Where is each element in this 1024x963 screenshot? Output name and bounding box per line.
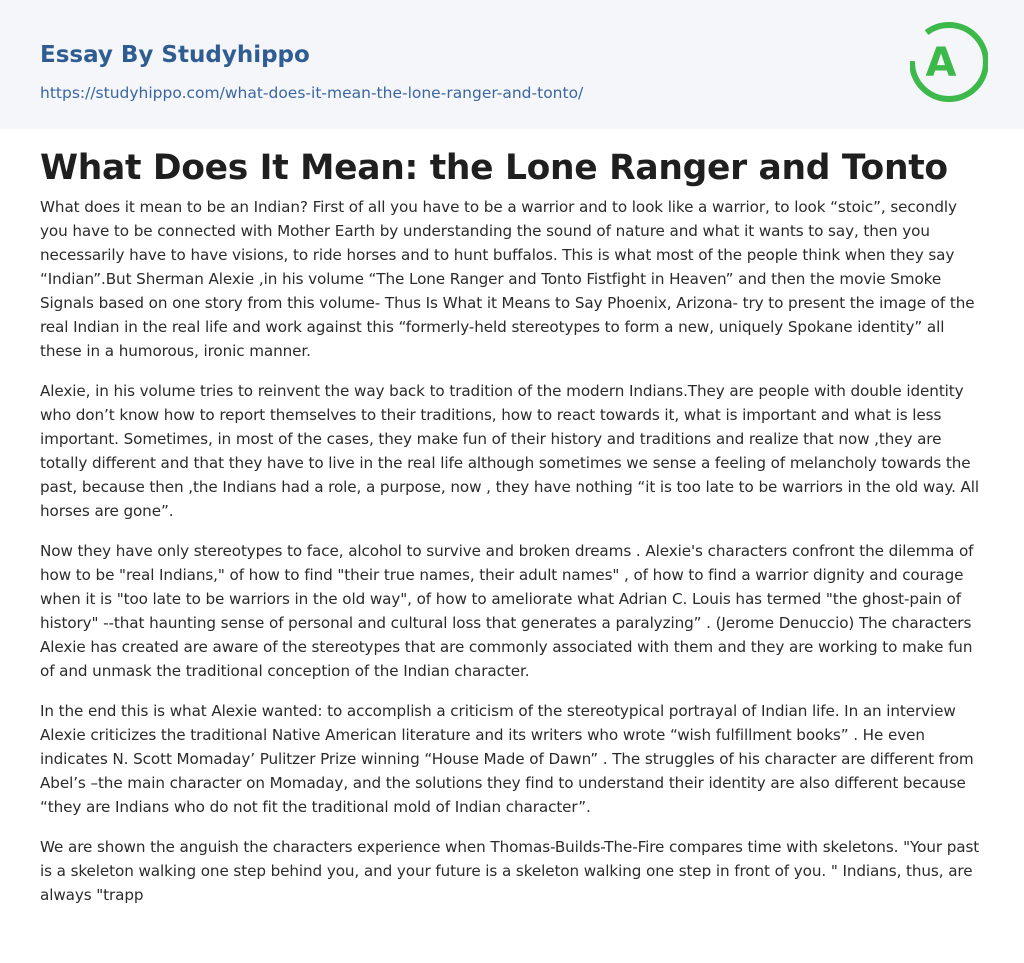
article-paragraph: We are shown the anguish the characters experience when Thomas-Builds-The-Fire compares time with skeletons. "Your past is a skeleton walking one step behind you, and your future is a skeleton walking one step in front of you. " Indians, thus, are always "trapp [40, 838, 980, 904]
brand-title[interactable]: Essay By Studyhippo [40, 42, 310, 68]
article-paragraph: Alexie, in his volume tries to reinvent the way back to tradition of the modern Indians.They are people with double identity who don’t know how to report themselves to their traditions, how to react towards it, what is important and what is less important. Sometimes, in most of the cases, they make fun of their history and traditions and realize that now ,they are totally different and that they have to live in the real life although sometimes we sense a feeling of melancholy towards the past, because then ,the Indians had a role, a purpose, now , they have nothing “it is too late to be warriors in the old way. All horses are gone”. [40, 382, 980, 520]
article-paragraph: Now they have only stereotypes to face, alcohol to survive and broken dreams . Alexie's characters confront the dilemma of how to be "real Indians," of how to find "their true names, their adult names" , of how to find a warrior dignity and courage when it is "too late to be warriors in the old way", of how to ameliorate what Adrian C. Louis has termed "the ghost-pain of history" --that haunting sense of personal and cultural loss that generates a paralyzing” . (Jerome Denuccio) The characters Alexie has created are aware of the stereotypes that are commonly associated with them and they are working to make fun of and unmask the traditional conception of the Indian character. [40, 542, 974, 680]
studyhippo-logo-icon[interactable] [910, 18, 988, 106]
logo-letter: A [925, 40, 957, 86]
article-title: What Does It Mean: the Lone Ranger and Tonto [40, 148, 948, 188]
site-header [0, 0, 1024, 129]
article-paragraph: What does it mean to be an Indian? First of all you have to be a warrior and to look like a warrior, to look “stoic”, secondly you have to be connected with Mother Earth by understanding the sound of nature and what it wants to say, then you necessarily have to have visions, to ride horses and to hunt buffalos. This is what most of the people think when they say “Indian”.But Sherman Alexie ,in his volume “The Lone Ranger and Tonto Fistfight in Heaven” and then the movie Smoke Signals based on one story from this volume- Thus Is What it Means to Say Phoenix, Arizona- try to present the image of the real Indian in the real life and work against this “formerly-held stereotypes to form a new, uniquely Spokane identity” all these in a humorous, ironic manner. [40, 198, 975, 360]
source-url-link[interactable]: https://studyhippo.com/what-does-it-mean-the-lone-ranger-and-tonto/ [40, 84, 584, 102]
article-paragraph: In the end this is what Alexie wanted: to accomplish a criticism of the stereotypical portrayal of Indian life. In an interview Alexie criticizes the traditional Native American literature and its writers who wrote “wish fulfillment books” . He even indicates N. Scott Momaday’ Pulitzer Prize winning “House Made of Dawn” . The struggles of his character are different from Abel’s –the main character on Momaday, and the solutions they find to understand their identity are also different because “they are Indians who do not fit the traditional mold of Indian character”. [40, 702, 974, 816]
article [0, 129, 1024, 907]
